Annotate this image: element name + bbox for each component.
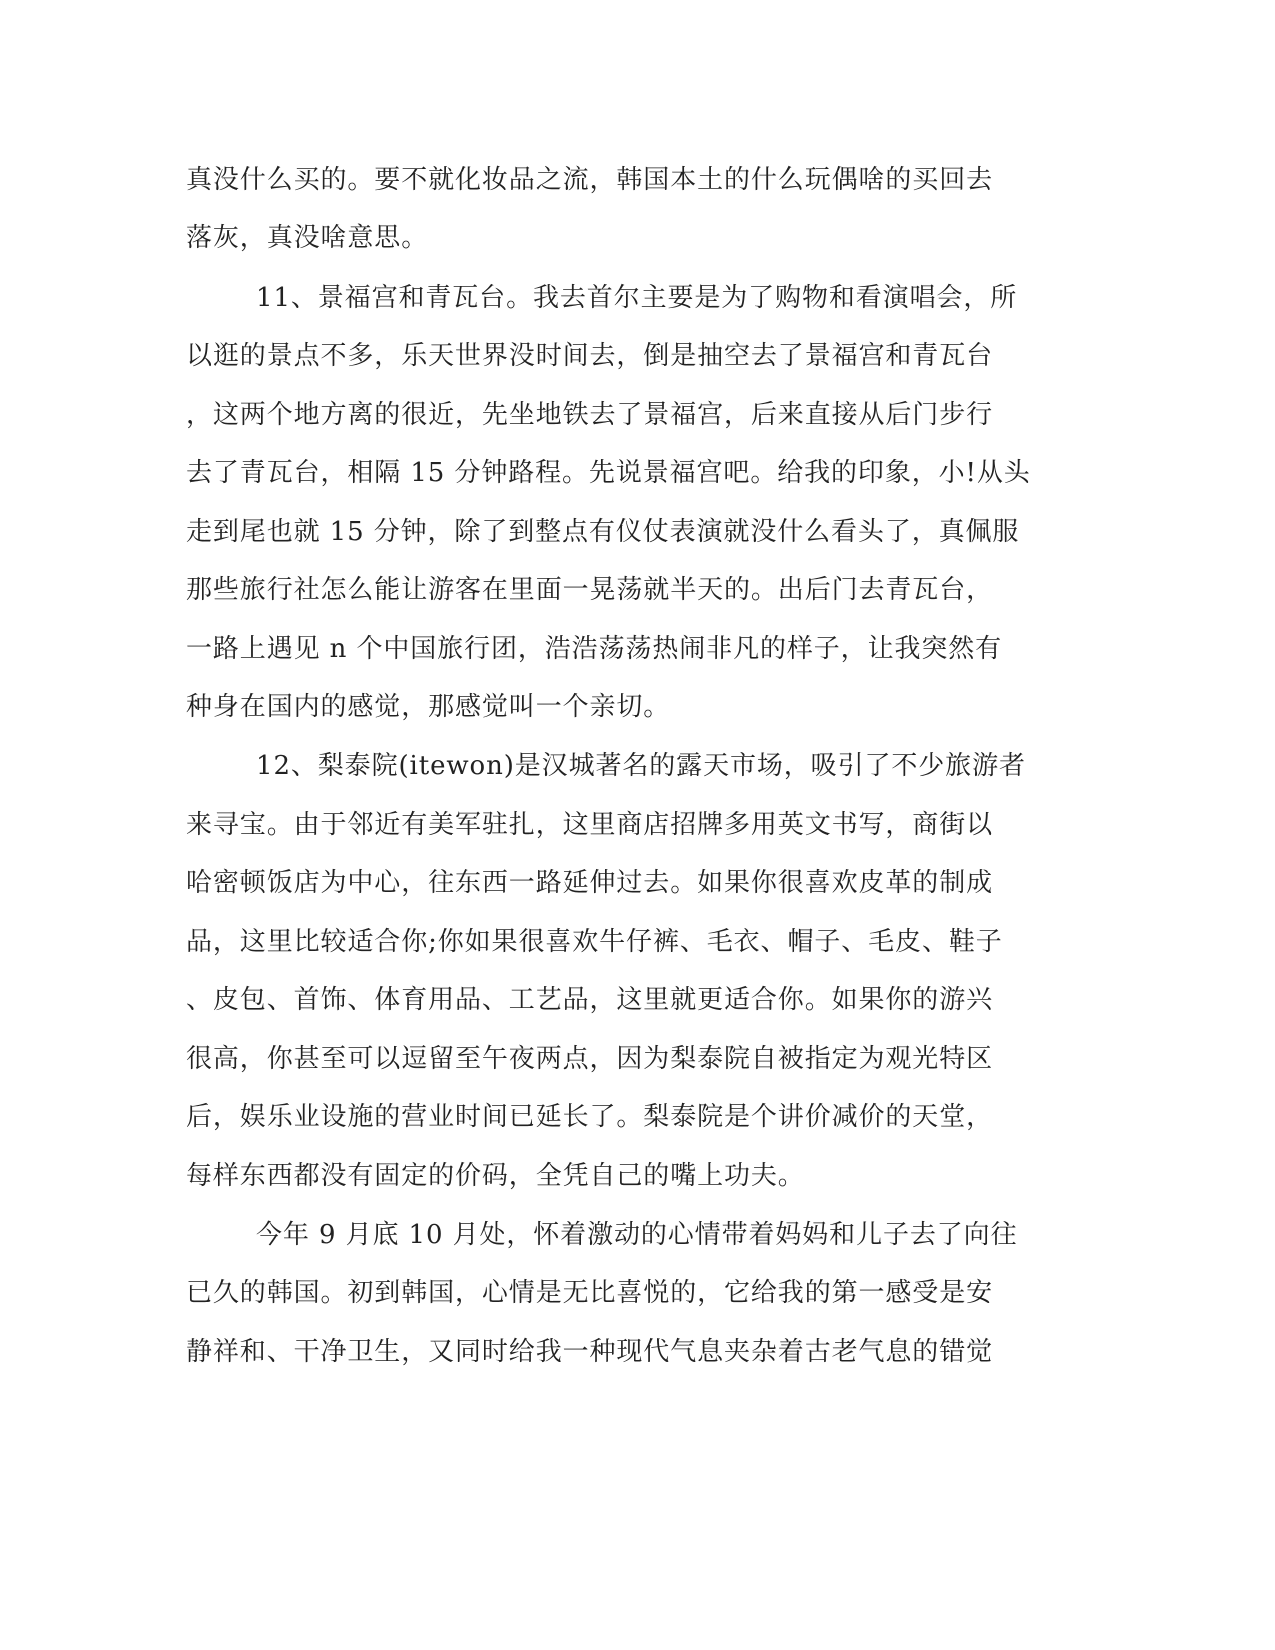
text-line: ，这两个地方离的很近，先坐地铁去了景福宫，后来直接从后门步行 [186,400,994,430]
text-line: 那些旅行社怎么能让游客在里面一晃荡就半天的。出后门去青瓦台， [186,575,994,605]
paragraph-start-line: 12、梨泰院(itewon)是汉城著名的露天市场，吸引了不少旅游者 [256,751,1026,781]
text-line: 品，这里比较适合你;你如果很喜欢牛仔裤、毛衣、帽子、毛皮、鞋子 [186,927,1003,957]
text-line: 落灰，真没啥意思。 [186,223,429,253]
text-line: 后，娱乐业设施的营业时间已延长了。梨泰院是个讲价减价的天堂， [186,1102,994,1132]
text-line: 一路上遇见 n 个中国旅行团，浩浩荡荡热闹非凡的样子，让我突然有 [186,634,1003,664]
text-line: 每样东西都没有固定的价码，全凭自己的嘴上功夫。 [186,1161,805,1191]
text-line: 哈密顿饭店为中心，往东西一路延伸过去。如果你很喜欢皮革的制成 [186,868,994,898]
text-line: 走到尾也就 15 分钟，除了到整点有仪仗表演就没什么看头了，真佩服 [186,517,1020,547]
text-line: 种身在国内的感觉，那感觉叫一个亲切。 [186,692,671,722]
text-line: 、皮包、首饰、体育用品、工艺品，这里就更适合你。如果你的游兴 [186,985,994,1015]
text-line: 来寻宝。由于邻近有美军驻扎，这里商店招牌多用英文书写，商街以 [186,810,994,840]
text-line: 真没什么买的。要不就化妆品之流，韩国本土的什么玩偶啥的买回去 [186,165,994,195]
paragraph-start-line: 今年 9 月底 10 月处，怀着激动的心情带着妈妈和儿子去了向往 [256,1220,1018,1250]
text-line: 很高，你甚至可以逗留至午夜两点，因为梨泰院自被指定为观光特区 [186,1044,994,1074]
text-line: 静祥和、干净卫生，又同时给我一种现代气息夹杂着古老气息的错觉 [186,1337,994,1367]
text-line: 已久的韩国。初到韩国，心情是无比喜悦的，它给我的第一感受是安 [186,1278,994,1308]
text-line: 去了青瓦台，相隔 15 分钟路程。先说景福宫吧。给我的印象，小!从头 [186,458,1031,488]
paragraph-start-line: 11、景福宫和青瓦台。我去首尔主要是为了购物和看演唱会，所 [256,283,1018,313]
text-line: 以逛的景点不多，乐天世界没时间去，倒是抽空去了景福宫和青瓦台 [186,341,994,371]
